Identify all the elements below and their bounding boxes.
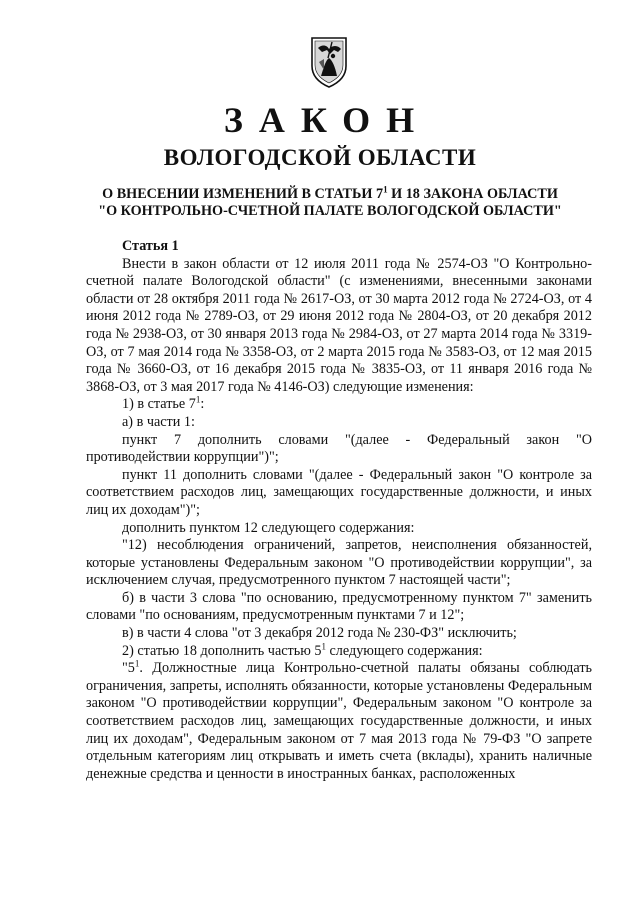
region-title: ВОЛОГОДСКОЙ ОБЛАСТИ xyxy=(163,145,477,170)
paragraph xyxy=(86,640,592,661)
paragraph xyxy=(86,396,592,414)
paragraph: пункт 11 дополнить словами "(далее - Федеральный закон "О контроле за соответствием расходов лиц, замещающих государственные должности, и иных лиц их доходам")"; xyxy=(86,466,592,518)
document-body xyxy=(86,238,592,783)
paragraph-text: : xyxy=(200,396,205,413)
subtitle-line-2: "О КОНТРОЛЬНО-СЧЕТНОЙ ПАЛАТЕ ВОЛОГОДСКОЙ ОБЛАСТИ" xyxy=(98,203,562,219)
paragraph: дополнить пунктом 12 следующего содержания: xyxy=(122,519,415,536)
paragraph-text: 1) в статье 7 xyxy=(122,396,196,413)
paragraph-text: "5 xyxy=(122,660,135,677)
superscript: 1 xyxy=(195,394,201,405)
article-intro: Внести в закон области от 12 июля 2011 года № 2574-ОЗ "О Контрольно-счетной палате Вологодской области" (с изменениями, внесенными законами области от 28 октября 2011 года № 2617-ОЗ, от 30 марта 2012 года № 2724-ОЗ, от 4 июня 2012 года № 2789-ОЗ, от 29 июня 2012 года № 2804-ОЗ, от 20 декабря 2012 года № 2938-ОЗ, от 30 января 2013 года № 2984-ОЗ, от 27 марта 2014 года № 3319-ОЗ, от 7 мая 2014 года № 3358-ОЗ, от 2 марта 2015 года № 3583-ОЗ, от 12 мая 2015 года № 3660-ОЗ, от 16 декабря 2015 года № 3835-ОЗ, от 11 января 2016 года № 3868-ОЗ, от 3 мая 2017 года № 4146-ОЗ) следующие изменения: xyxy=(86,255,592,395)
subtitle-line-1 xyxy=(60,186,600,203)
paragraph: пункт 7 дополнить словами "(далее - Федеральный закон "О противодействии коррупции")"; xyxy=(86,431,592,466)
paragraph: а) в части 1: xyxy=(122,413,195,430)
document-subtitle xyxy=(60,186,600,220)
paragraph-text: следующего содержания: xyxy=(325,642,483,659)
document-title: ЗАКОН xyxy=(223,100,431,140)
paragraph: "12) несоблюдения ограничений, запретов, неисполнения обязанностей, которые установлены Федеральным законом "О противодействии коррупции", за исключением случая, предусмотренного пунктом 7 настоящей части"; xyxy=(86,537,592,589)
paragraph: б) в части 3 слова "по основанию, предусмотренному пунктом 7" заменить словами "по основаниям, предусмотренным пунктами 7 и 12"; xyxy=(86,589,592,624)
coat-of-arms-icon xyxy=(310,36,348,88)
subtitle-text: И 18 ЗАКОНА ОБЛАСТИ xyxy=(387,186,558,202)
article-heading: Статья 1 xyxy=(122,238,179,254)
superscript: 1 xyxy=(383,184,388,195)
superscript: 1 xyxy=(321,640,326,651)
paragraph xyxy=(86,660,592,783)
paragraph: в) в части 4 слова "от 3 декабря 2012 года № 230-ФЗ" исключить; xyxy=(122,625,517,642)
paragraph-text: . Должностные лица Контрольно-счетной палаты обязаны соблюдать ограничения, запреты, исполнять обязанности, которые установлены Федеральным законом "О противодействии коррупции", Федеральным законом "О контроле за соответствием расходов лиц, замещающих государственные должности, и иных лиц их доходам", Федеральным законом от 7 мая 2013 года № 79-ФЗ "О запрете отдельным категориям лиц открывать и иметь счета (вклады), хранить наличные денежные средства и ценности в иностранных банках, расположенных xyxy=(86,660,592,782)
superscript: 1 xyxy=(134,658,140,669)
paragraph-text: 2) статью 18 дополнить частью 5 xyxy=(122,642,322,659)
subtitle-text: О ВНЕСЕНИИ ИЗМЕНЕНИЙ В СТАТЬИ 7 xyxy=(102,186,384,202)
